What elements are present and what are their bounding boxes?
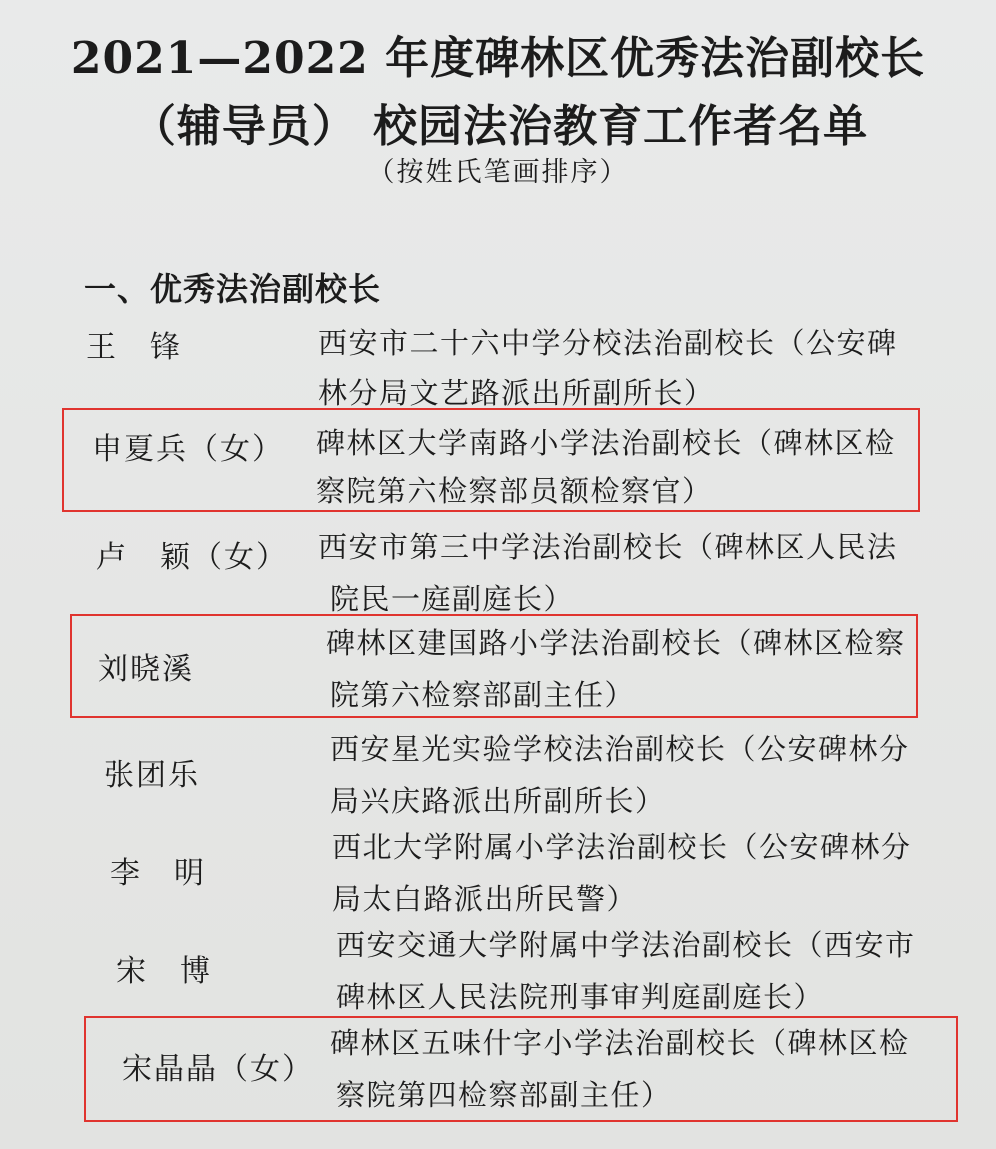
person-name: 卢 颖（女） — [96, 540, 288, 575]
person-description-line1: 碑林区大学南路小学法治副校长（碑林区检 — [316, 426, 896, 460]
person-name: 李 明 — [110, 856, 206, 891]
person-name: 宋 博 — [116, 954, 212, 989]
person-description-line2: 林分局文艺路派出所副所长） — [318, 376, 715, 410]
person-description-line1: 西安市第三中学法治副校长（碑林区人民法 — [318, 530, 898, 564]
person-name: 张团乐 — [104, 758, 200, 793]
person-description-line1: 西安星光实验学校法治副校长（公安碑林分 — [330, 732, 910, 766]
person-description-line2: 察院第四检察部副主任） — [336, 1078, 672, 1112]
person-name: 王 锋 — [86, 330, 182, 365]
person-name: 宋晶晶（女） — [122, 1052, 314, 1087]
person-description-line1: 西安市二十六中学分校法治副校长（公安碑 — [318, 326, 898, 360]
person-description-line1: 西安交通大学附属中学法治副校长（西安市 — [336, 928, 916, 962]
person-description-line1: 西北大学附属小学法治副校长（公安碑林分 — [332, 830, 912, 864]
person-name: 申夏兵（女） — [92, 432, 284, 467]
person-description-line2: 局兴庆路派出所副所长） — [330, 784, 666, 818]
person-description-line2: 院民一庭副庭长） — [330, 582, 575, 616]
person-description-line2: 碑林区人民法院刑事审判庭副庭长） — [336, 980, 825, 1014]
section-heading: 一、优秀法治副校长 — [84, 270, 382, 308]
person-name: 刘晓溪 — [98, 652, 194, 687]
person-description-line2: 察院第六检察部员额检察官） — [316, 474, 713, 508]
person-description-line1: 碑林区建国路小学法治副校长（碑林区检察 — [326, 626, 906, 660]
person-description-line1: 碑林区五味什字小学法治副校长（碑林区检 — [330, 1026, 910, 1060]
document-subtitle: （按姓氏笔画排序） — [367, 157, 629, 188]
document-title-line2: （辅导员） 校园法治教育工作者名单 — [131, 101, 869, 152]
person-description-line2: 局太白路派出所民警） — [332, 882, 638, 916]
document-title-line1: 2021—2022 年度碑林区优秀法治副校长 — [70, 33, 926, 84]
person-description-line2: 院第六检察部副主任） — [330, 678, 636, 712]
